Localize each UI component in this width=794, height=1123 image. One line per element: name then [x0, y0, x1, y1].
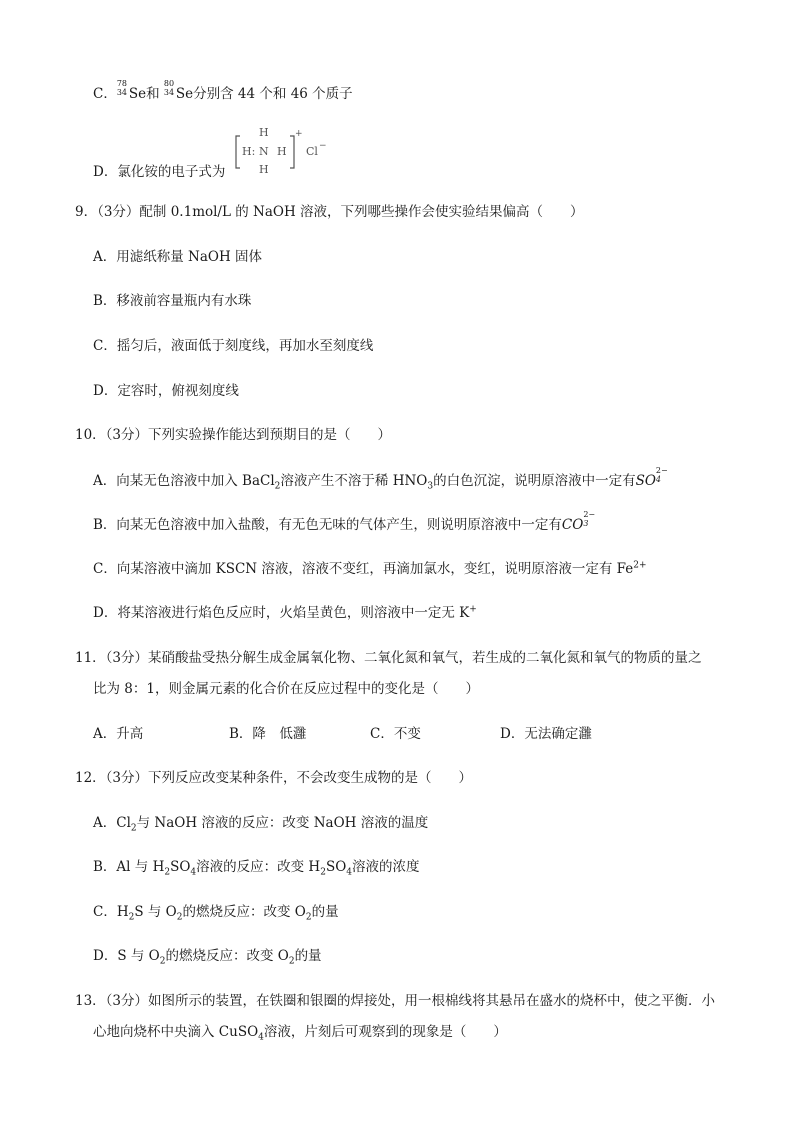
q10-option-b: B．向某无色溶液中加入盐酸，有无色无味的气体产生，则说明原溶液中一定有CO 2− 3 — [93, 510, 596, 533]
right-bracket — [290, 136, 294, 168]
q9-option-b: B．移液前容量瓶内有水珠 — [93, 293, 252, 309]
ammonium-chloride-electron-formula — [232, 124, 332, 180]
n-atom: N — [259, 145, 269, 158]
q9-option-d: D．定容时，俯视刻度线 — [93, 383, 239, 399]
left-bracket — [236, 136, 240, 168]
q11-option-d: D．无法确定灉 — [500, 726, 592, 742]
cation-charge: + — [295, 129, 303, 139]
q11-stem-line2: 比为 8：1，则金属元素的化合价在反应过程中的变化是（ ） — [93, 681, 479, 697]
q12-option-b: B．Al 与 $H_2SO_4$溶液的反应：改变 $H_2SO_4$溶液的浓度 — [93, 859, 420, 878]
chloride-anion: Cl — [306, 145, 318, 158]
h-top: H — [259, 126, 269, 139]
q12-option-c: C．$H_2S$ 与 $O_2$的燃烧反应：改变 $O_2$的量 — [93, 904, 339, 923]
q11-option-a: A．升高 — [93, 726, 144, 742]
q11-option-b: B．降 低灉 — [229, 726, 307, 742]
q10-option-d: D．将某溶液进行焰色反应时，火焰呈黄色，则溶液中一定无 K+ — [93, 604, 477, 621]
q9-stem: 9．（3分）配制 0.1mol/L 的 NaOH 溶液，下列哪些操作会使实验结果偏高（ ） — [75, 204, 584, 220]
q10-stem: 10．（3分）下列实验操作能达到预期目的是（ ） — [75, 427, 392, 443]
anion-charge: − — [319, 141, 327, 151]
q12-option-a: A．$Cl_2$与 NaOH 溶液的反应：改变 NaOH 溶液的温度 — [93, 815, 429, 834]
q9-option-a: A．用滤纸称量 NaOH 固体 — [93, 249, 263, 265]
q9-option-c: C．摇匀后，液面低于刻度线，再加水至刻度线 — [93, 338, 374, 354]
h-bottom: H — [259, 163, 269, 176]
carbonate-ion: CO — [561, 517, 584, 533]
q11-stem-line1: 11．（3分）某硝酸盐受热分解生成金属氧化物、二氧化氮和氧气，若生成的二氧化氮和氧气的物质的量之 — [75, 650, 702, 666]
q10-option-a: A．向某无色溶液中加入 BaCl$_2$溶液产生不溶于稀 $HNO_3$的白色沉淀，说明原溶液中一定有SO 2− 4 — [93, 466, 668, 492]
sulfate-ion: SO — [635, 473, 656, 489]
q10-option-c: C．向某溶液中滴加 KSCN 溶液，溶液不变红，再滴加氯水，变红，说明原溶液一定有 $Fe^{2+}$ — [93, 560, 647, 577]
q8-option-d: D．氯化铵的电子式为 — [93, 164, 226, 180]
h-left: H: — [242, 145, 256, 158]
q12-stem: 12．（3分）下列反应改变某种条件，不会改变生成物的是（ ） — [75, 770, 473, 786]
q8-option-c: C． 78 34 Se和 80 34 Se分别含 44 个和 46 个质子 — [93, 79, 353, 102]
q13-stem-line1: 13．（3分）如图所示的装置，在铁圈和银圈的焊接处，用一根棉线将其悬吊在盛水的烧杯中，使之平衡．小 — [75, 993, 716, 1009]
h-right: H — [277, 145, 287, 158]
q13-stem-line2: 心地向烧杯中央滴入 CuSO$_4$溶液，片刻后可观察到的现象是（ ） — [93, 1024, 507, 1043]
isotope-label-2: 80 34 — [163, 79, 175, 97]
isotope-label-1: 78 34 — [116, 79, 128, 97]
q12-option-d: D．S 与 $O_2$的燃烧反应：改变 $O_2$的量 — [93, 948, 322, 967]
q11-option-c: C．不变 — [370, 726, 421, 742]
